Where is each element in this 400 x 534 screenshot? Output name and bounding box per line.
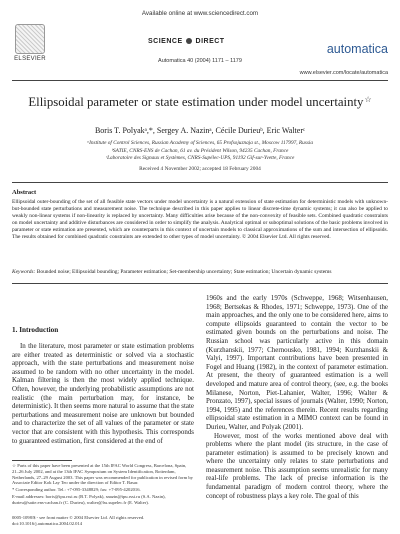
sd-logo-left: SCIENCE xyxy=(148,38,183,45)
footnote-rule xyxy=(12,460,72,461)
section-heading-introduction: 1. Introduction xyxy=(12,326,59,334)
footnote-emails: E-mail addresses: boris@ipu.rssi.ru (B.T. Polyak), snazin@ipu.rssi.ru (S.A. Nazin), durieu@satie.ens-cachan.fr (C. Durieu), walter@lss.supelec.fr (E. Walter). xyxy=(12,493,166,505)
right-column xyxy=(206,294,388,500)
affiliation-c: ᶜLaboratoire des Signaux et Systèmes, CNRS-Supélec-UPS, 91192 Gif-sur-Yvette, France xyxy=(105,155,295,162)
intro-paragraph-2: However, most of the works mentioned above deal with problems where the plant model (its structure, in the case of parameter estimation) is assumed to be precisely known and where the uncertainty only relates to state perturbations and measurement noise. This assumption seems unrealistic for many real-life problems. The lack of precise information is the fundamental paradigm of modern control theory, where the concept of robustness plays a key role. The goal of this xyxy=(206,431,388,500)
keywords-label: Keywords: xyxy=(12,269,36,275)
copyright-line: 0005-1098/$ - see front matter © 2004 Elsevier Ltd. All rights reserved. xyxy=(12,515,145,520)
abstract-bottom-rule xyxy=(12,283,388,284)
affiliation-a: ᵃInstitute of Control Sciences, Russian Academy of Sciences, 65 Profsojuznaja st., Moscow 117997, Russia xyxy=(86,140,314,146)
sd-logo-right: DIRECT xyxy=(195,38,225,45)
journal-citation: Automatica 40 (2004) 1171 – 1179 xyxy=(158,58,242,64)
elsevier-tree-icon xyxy=(15,24,45,54)
elsevier-wordmark: ELSEVIER xyxy=(14,56,46,62)
doi-line: doi:10.1016/j.automatica.2004.02.014 xyxy=(12,520,83,526)
author-list: Boris T. Polyakᵃ,*, Sergey A. Nazinᵃ, Cécile Durieuᵇ, Eric Walterᶜ xyxy=(94,126,306,135)
title-footnote-mark: ☆ xyxy=(364,95,372,104)
footnote-presentation: ☆ Parts of this paper have been presented at the 15th IFAC World Congress, Barcelona, Spain, 21–26 July 2002, and at the 13th IFAC Symposium on System Identification, Rotterdam, Netherlands, 27–29 August 2003. This paper was recommended for publication in revised form by Associate Editor Kok Lay Teo under the direction of Editor T. Basar. xyxy=(12,463,193,486)
sciencedirect-logo xyxy=(148,38,225,45)
keywords xyxy=(12,269,388,275)
abstract-text: Ellipsoidal outer-bounding of the set of all feasible state vectors under model uncertainty is a natural extension of state estimation for deterministic models with unknown-but-bounded state perturbations and measurement noise. The technique described in this paper applies to linear discrete-time dynamic systems; it can also be applied to weakly non-linear systems if non-linearity is replaced by uncertainty. Many difficulties arise because of the non-convexity of feasible sets. Combined quadratic constraints on model uncertainty and additive disturbances are considered in order to simplify the analysis. Analytical optimal or suboptimal solutions of the basic problems involved in parameter or state estimation are presented, which are counterparts in this context of uncertain models to classical approximations of the sum and intersection of ellipsoids. The results obtained for combined quadratic constraints are extended to other types of model uncertainty. © 2004 Elsevier Ltd. All rights reserved. xyxy=(12,199,388,241)
article-title xyxy=(0,95,400,110)
received-dates: Received 4 November 2002; accepted 18 February 2004 xyxy=(139,166,261,172)
affiliations xyxy=(0,140,400,163)
copyright-doi xyxy=(12,515,144,527)
footnote-corresponding: * Corresponding author. Tel.: +7-095-3348829; fax: +7-095-4202016. xyxy=(12,487,141,493)
intro-paragraph-1: In the literature, most parameter or state estimation problems are either treated as deterministic or solved via a stochastic approach, with the state perturbations and measurement noise assumed to be random with no other uncertainty in the model. Kalman filtering is then the most widely applied technique. Often, however, the underlying probabilistic assumptions are not realistic (the main perturbation may, for instance, be deterministic). It then seems more natural to assume that the state perturbations and measurement noise are unknown but bounded and to characterize the set of all values of the parameter or state vector that are consistent with this hypothesis. This corresponds to guaranteed estimation, first considered at the end of xyxy=(12,342,194,445)
abstract-heading: Abstract xyxy=(12,189,37,196)
abstract-top-rule xyxy=(12,182,388,183)
sd-dot-icon xyxy=(186,38,192,44)
footnotes xyxy=(12,463,194,507)
available-online-line: Available online at www.sciencedirect.com xyxy=(141,10,259,17)
journal-url: www.elsevier.com/locate/automatica xyxy=(299,70,388,76)
affiliation-b: ᵇSATIE, CNRS-ENS de Cachan, 61 av. du Président Wilson, 94235 Cachan, France xyxy=(111,147,289,154)
article-title-text: Ellipsoidal parameter or state estimation under model uncertainty xyxy=(28,95,364,109)
left-column xyxy=(12,342,194,445)
header-rule xyxy=(12,80,388,81)
journal-name: automatica xyxy=(326,42,388,56)
intro-paragraph-continued: 1960s and the early 1970s (Schweppe, 1968; Witsenhausen, 1968; Bertsekas & Rhodes, 1971; Schweppe, 1973). One of the main approaches, and the only one to be considered here, aims to compute ellipsoids guaranteed to contain the vector to be estimated given bounds on the perturbations and noise. The Russian school was particularly active in this domain (Kurzhanskii, 1977; Chernousko, 1981, 1994; Kurzhanskii & Valyi, 1997). Important contributions have been presented in Fogel and Huang (1982), in the context of parameter estimation. At present, the theory of guaranteed estimation is a well developed and mature area of control theory, (see, e.g. the books Milanese, Norton, Piet-Lahanier, Walter, 1996; Walter & Pronzato, 1997), special issues of journals (Walter, 1990; Norton, 1994, 1995) and the references therein. Recent results regarding ellipsoidal state estimation in a MIMO context can be found in Durieu, Walter, and Polyak (2001). xyxy=(206,294,388,431)
keywords-list: Bounded noise; Ellipsoidal bounding; Parameter estimation; Set-membership uncertainty; State estimation; Uncertain dynamic systems xyxy=(35,269,332,275)
